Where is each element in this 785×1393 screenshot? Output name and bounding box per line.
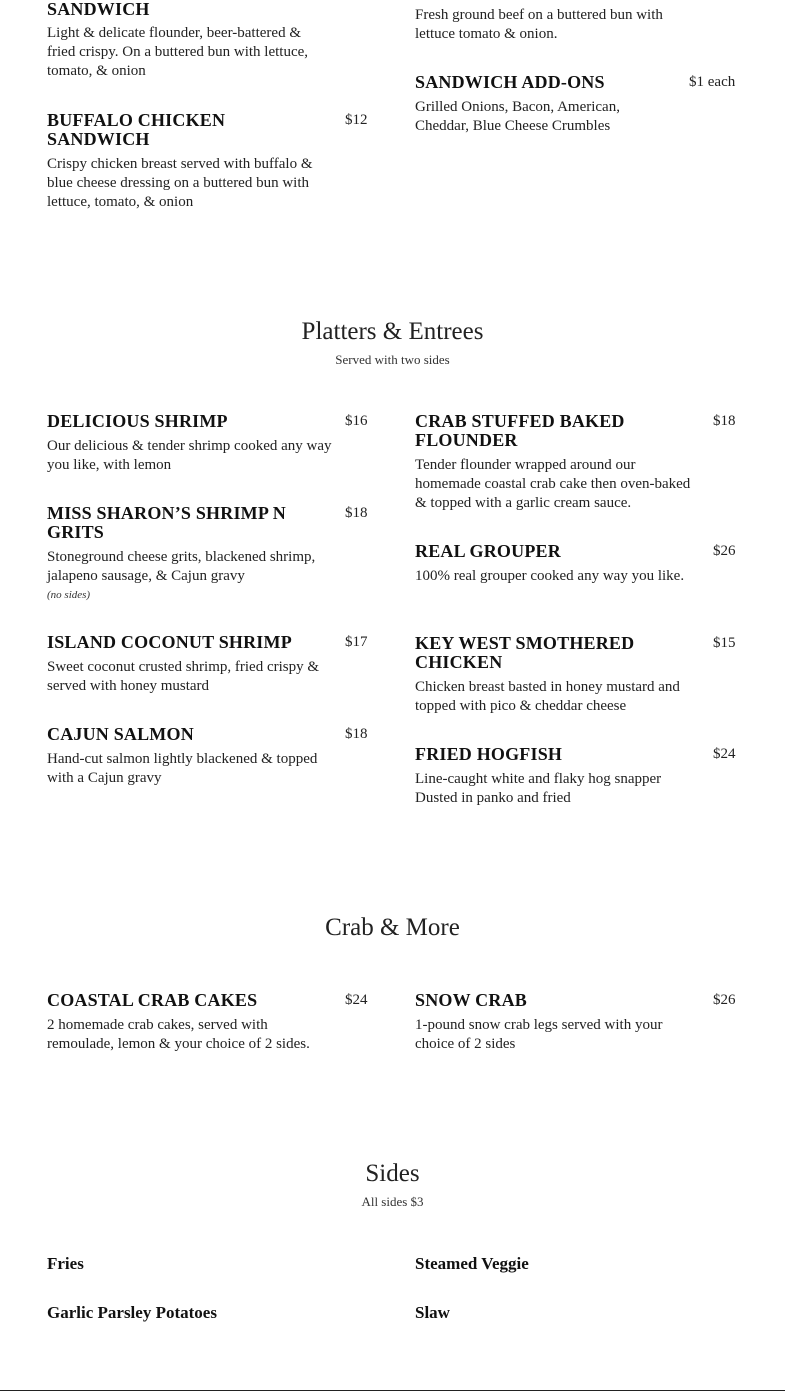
menu-item-shrimp-n-grits	[47, 504, 332, 604]
item-description: Line-caught white and flaky hog snapper Dusted in panko and fried	[415, 771, 662, 807]
item-name: ISLAND COCONUT SHRIMP	[47, 632, 292, 652]
side-item-slaw: Slaw	[415, 1303, 450, 1322]
item-name: MISS SHARON’S SHRIMP N GRITS	[47, 503, 286, 542]
menu-item-island-coconut-shrimp	[47, 633, 332, 696]
menu-item-sandwich-add-ons	[415, 73, 655, 136]
item-name: FRIED HOGFISH	[415, 744, 563, 764]
section-title-sides: Sides	[365, 1160, 420, 1187]
item-price: $24	[345, 992, 368, 1008]
item-price: $18	[713, 413, 736, 429]
item-description: Grilled Onions, Bacon, American, Cheddar, Blue Cheese Crumbles	[415, 99, 620, 135]
item-name: DELICIOUS SHRIMP	[47, 411, 228, 431]
item-price: $1 each	[689, 74, 736, 90]
item-name: KEY WEST SMOTHERED CHICKEN	[415, 633, 635, 672]
item-description: Light & delicate flounder, beer-battered & fried crispy. On a buttered bun with lettuce, tomato, & onion	[47, 25, 309, 80]
item-description: Chicken breast basted in honey mustard and topped with pico & cheddar cheese	[415, 679, 680, 715]
item-name: BUFFALO CHICKEN SANDWICH	[47, 110, 226, 149]
item-description: Crispy chicken breast served with buffalo & blue cheese dressing on a buttered bun with lettuce, tomato, & onion	[47, 156, 313, 211]
item-description: Fresh ground beef on a buttered bun with lettuce tomato & onion.	[415, 7, 663, 43]
menu-item-burger	[415, 6, 700, 44]
bottom-divider	[0, 1390, 785, 1391]
section-title-platters: Platters & Entrees	[301, 318, 484, 345]
item-price: $18	[345, 505, 368, 521]
item-name: CRAB STUFFED BAKED FLOUNDER	[415, 411, 625, 450]
side-item-garlic-parsley-potatoes: Garlic Parsley Potatoes	[47, 1303, 217, 1322]
menu-item-flounder-sandwich	[47, 0, 332, 82]
item-price: $26	[713, 992, 736, 1008]
item-name: COASTAL CRAB CAKES	[47, 990, 258, 1010]
item-description: Hand-cut salmon lightly blackened & topped with a Cajun gravy	[47, 751, 318, 787]
item-description: Stoneground cheese grits, blackened shrimp, jalapeno sausage, & Cajun gravy	[47, 549, 316, 585]
side-item-steamed-veggie: Steamed Veggie	[415, 1254, 529, 1273]
menu-item-key-west-chicken	[415, 634, 700, 716]
menu-item-coastal-crab-cakes	[47, 991, 332, 1054]
item-description: 2 homemade crab cakes, served with remoulade, lemon & your choice of 2 sides.	[47, 1017, 310, 1053]
item-price: $12	[345, 112, 368, 128]
item-description: Tender flounder wrapped around our homemade coastal crab cake then oven-baked & topped with a garlic cream sauce.	[415, 457, 691, 512]
section-subtitle-platters: Served with two sides	[335, 352, 450, 367]
item-price: $16	[345, 413, 368, 429]
menu-item-snow-crab	[415, 991, 700, 1054]
item-price: $17	[345, 634, 368, 650]
item-description: 1-pound snow crab legs served with your choice of 2 sides	[415, 1017, 663, 1053]
menu-item-cajun-salmon	[47, 725, 332, 788]
section-title-crab: Crab & More	[325, 914, 460, 941]
item-price: $24	[713, 746, 736, 762]
item-price: $18	[345, 726, 368, 742]
item-name: CAJUN SALMON	[47, 724, 194, 744]
menu-item-crab-stuffed-flounder	[415, 412, 700, 514]
side-item-fries: Fries	[47, 1254, 84, 1273]
item-name: SNOW CRAB	[415, 990, 527, 1010]
item-name: REAL GROUPER	[415, 541, 561, 561]
item-description: 100% real grouper cooked any way you like.	[415, 568, 685, 584]
menu-item-buffalo-chicken-sandwich	[47, 111, 332, 213]
item-description: Our delicious & tender shrimp cooked any way you like, with lemon	[47, 438, 332, 474]
menu-item-real-grouper	[415, 542, 685, 586]
section-subtitle-sides: All sides $3	[361, 1194, 424, 1209]
item-name: SANDWICH ADD-ONS	[415, 72, 605, 92]
menu-item-fried-hogfish	[415, 745, 700, 808]
item-note: (no sides)	[47, 589, 91, 602]
item-description: Sweet coconut crusted shrimp, fried crispy & served with honey mustard	[47, 659, 320, 695]
item-price: $15	[713, 635, 736, 651]
item-price: $26	[713, 543, 736, 559]
menu-item-delicious-shrimp	[47, 412, 332, 475]
item-name: SANDWICH	[47, 0, 150, 19]
